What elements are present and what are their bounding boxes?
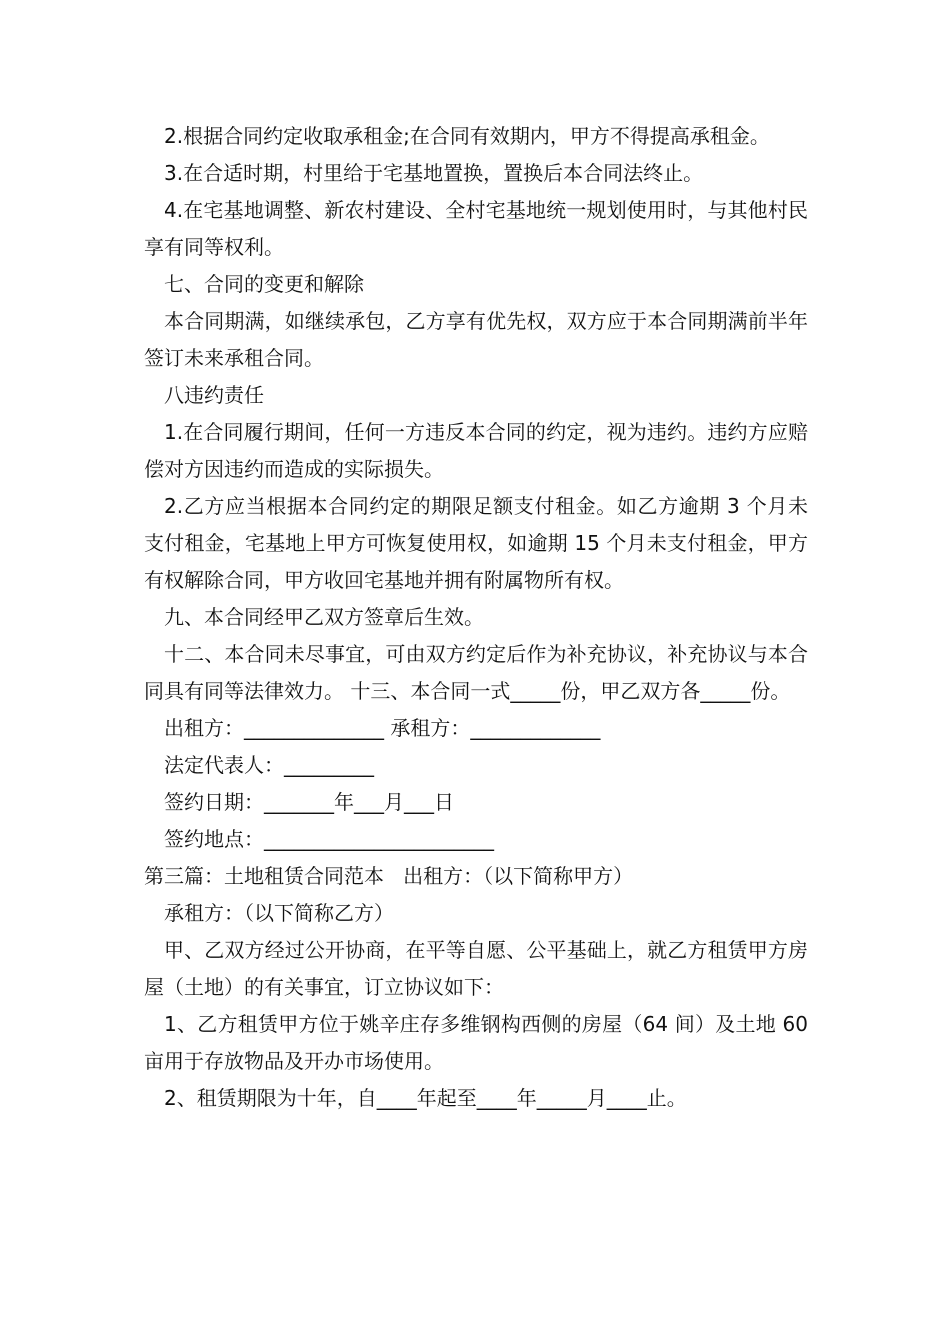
paragraph: 九、本合同经甲乙双方签章后生效。	[164, 605, 484, 629]
paragraph: 承租方：（以下简称乙方）	[164, 901, 394, 925]
signature-line-date: 签约日期：_______年___月___日	[164, 790, 454, 814]
paragraph: 1.在合同履行期间，任何一方违反本合同的约定，视为违约。违约方应赔偿对方因违约而造成的实际损失。	[144, 420, 808, 481]
paragraph: 1、乙方租赁甲方位于姚辛庄存多维钢构西侧的房屋（64 间）及土地 60 亩用于存放物品及开办市场使用。	[144, 1012, 815, 1073]
paragraph: 本合同期满，如继续承包，乙方享有优先权，双方应于本合同期满前半年签订未来承租合同。	[144, 309, 808, 370]
section-heading: 七、合同的变更和解除	[164, 272, 364, 296]
paragraph: 3.在合适时期，村里给于宅基地置换，置换后本合同法终止。	[164, 161, 704, 185]
paragraph: 甲、乙双方经过公开协商，在平等自愿、公平基础上，就乙方租赁甲方房屋（土地）的有关事宜，订立协议如下：	[144, 938, 808, 999]
signature-line-place: 签约地点：_______________________	[164, 827, 494, 851]
document-body	[144, 118, 815, 1117]
paragraph: 2.根据合同约定收取承租金;在合同有效期内，甲方不得提高承租金。	[164, 124, 770, 148]
paragraph: 十二、本合同未尽事宜，可由双方约定后作为补充协议，补充协议与本合同具有同等法律效力。 十三、本合同一式_____份，甲乙双方各_____份。	[144, 642, 808, 703]
paragraph: 2、租赁期限为十年，自____年起至____年_____月____止。	[164, 1086, 687, 1110]
article-title: 第三篇：土地租赁合同范本 出租方：（以下简称甲方）	[144, 864, 634, 888]
signature-line-parties: 出租方：______________ 承租方：_____________	[164, 716, 601, 740]
paragraph: 2.乙方应当根据本合同约定的期限足额支付租金。如乙方逾期 3 个月未支付租金，宅基地上甲方可恢复使用权，如逾期 15 个月未支付租金，甲方有权解除合同，甲方收回宅基地并拥有附属物所有权。	[144, 494, 808, 592]
signature-line-representative: 法定代表人：_________	[164, 753, 374, 777]
paragraph: 4.在宅基地调整、新农村建设、全村宅基地统一规划使用时，与其他村民享有同等权利。	[144, 198, 808, 259]
section-heading: 八违约责任	[164, 383, 264, 407]
